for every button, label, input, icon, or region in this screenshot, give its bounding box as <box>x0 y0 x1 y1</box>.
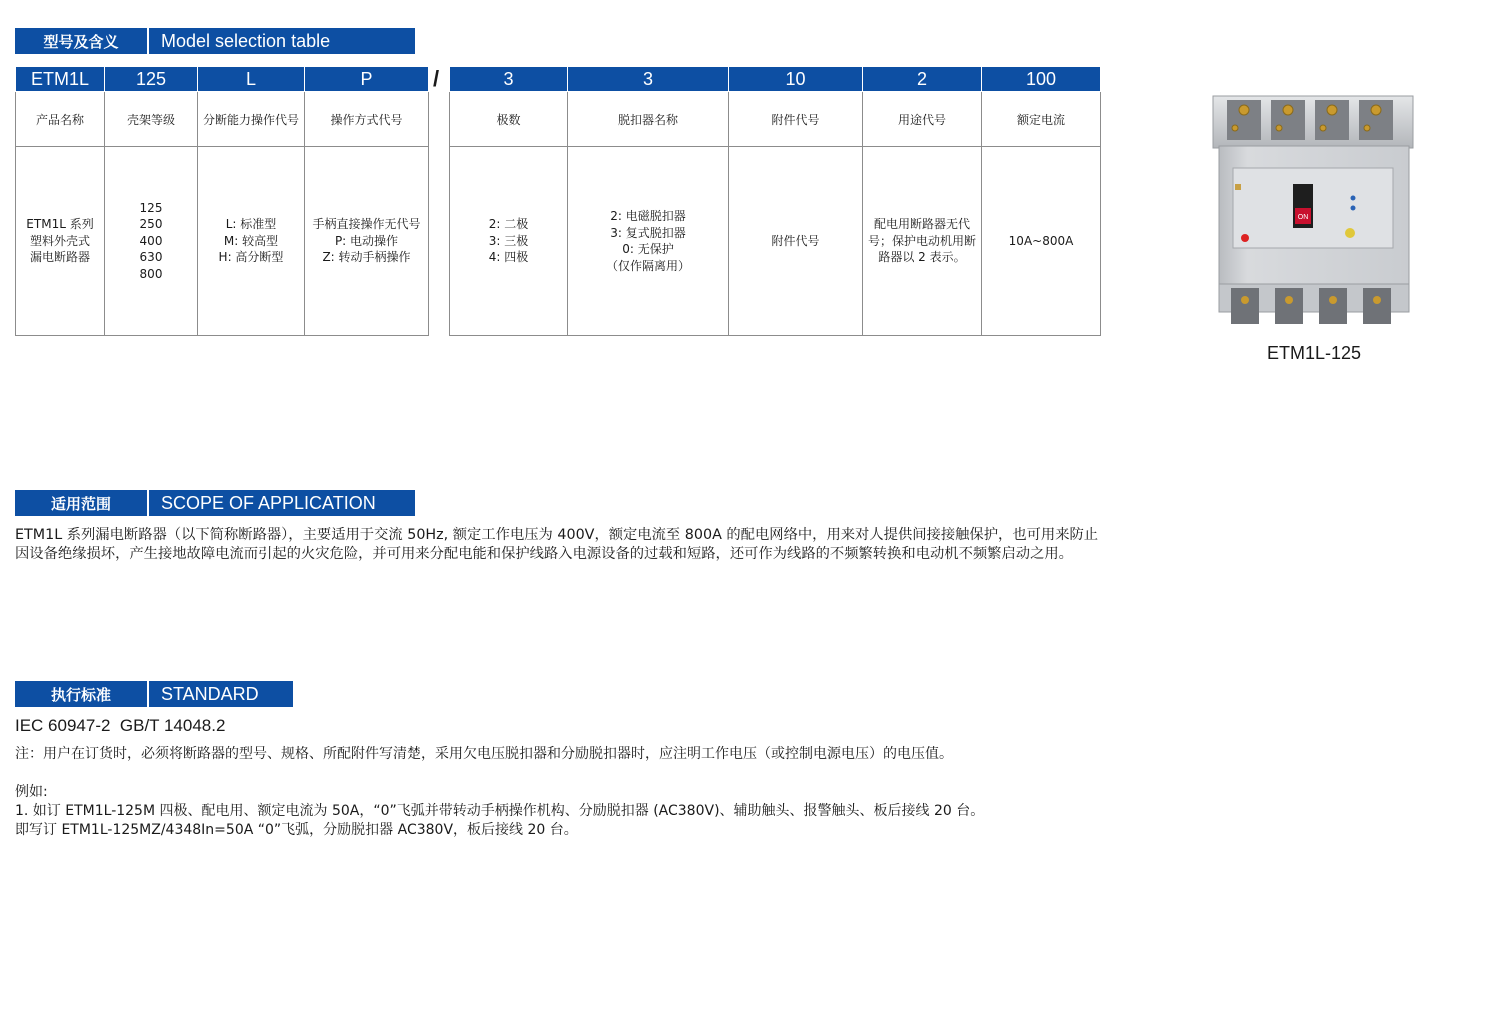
code-cell: L <box>198 67 305 92</box>
standards-list: IEC 60947-2 GB/T 14048.2 <box>15 716 226 735</box>
label-cell: 脱扣器名称 <box>568 92 729 147</box>
code-cell: P <box>305 67 429 92</box>
scope-section-title-cn: 适用范围 <box>15 490 149 516</box>
order-note: 注：用户在订货时，必须将断路器的型号、规格、所配附件写清楚，采用欠电压脱扣器和分励脱扣器时，应注明工作电压（或控制电源电压）的电压值。 <box>15 746 953 762</box>
on-label: ON <box>1297 214 1309 221</box>
label-cell: 附件代号 <box>729 92 863 147</box>
model-section-title-cn: 型号及含义 <box>15 28 149 54</box>
standard-section-header <box>15 681 293 707</box>
description-cell: 10A~800A <box>982 147 1101 336</box>
code-cell: 10 <box>729 67 863 92</box>
scope-body: ETM1L 系列漏电断路器（以下简称断路器），主要适用于交流 50Hz, 额定工作电压为 400V，额定电流至 800A 的配电网络中，用来对人提供间接接触保护，也可用来防止因设备绝缘损坏，产生接地故障电流而引起的火灾危险，并可用来分配电能和保护线路入电源设备的过载和短路，还可作为线路的不频繁转换和电动机不频繁启动之用。 <box>15 527 1099 562</box>
label-cell: 分断能力操作代号 <box>198 92 305 147</box>
label-cell: 产品名称 <box>16 92 105 147</box>
model-section-title-en: Model selection table <box>161 30 331 51</box>
description-cell: L: 标准型 M: 较高型 H: 高分断型 <box>198 147 305 336</box>
model-table-left <box>15 66 429 336</box>
description-row <box>450 147 1101 336</box>
label-cell: 额定电流 <box>982 92 1101 147</box>
standard-section-title-cn: 执行标准 <box>15 681 149 707</box>
description-cell: 附件代号 <box>729 147 863 336</box>
label-row <box>16 92 429 147</box>
description-cell: 手柄直接操作无代号 P: 电动操作 Z: 转动手柄操作 <box>305 147 429 336</box>
label-row <box>450 92 1101 147</box>
label-cell: 壳架等级 <box>105 92 198 147</box>
example-line-1: 1. 如订 ETM1L-125M 四极、配电用、额定电流为 50A，“0”飞弧并带转动手柄操作机构、分励脱扣器 (AC380V)、辅助触头、报警触头、板后接线 20 台。 <box>15 803 985 819</box>
code-cell: 3 <box>450 67 568 92</box>
label-cell: 操作方式代号 <box>305 92 429 147</box>
model-table-right <box>449 66 1101 336</box>
description-cell: ETM1L 系列 塑料外壳式 漏电断路器 <box>16 147 105 336</box>
scope-section-header <box>15 490 415 516</box>
code-cell: 2 <box>863 67 982 92</box>
scope-section-title-en: SCOPE OF APPLICATION <box>161 492 376 513</box>
product-caption: ETM1L-125 <box>1267 343 1362 363</box>
description-cell: 配电用断路器无代 号；保护电动机用断 路器以 2 表示。 <box>863 147 982 336</box>
description-cell: 2: 二极 3: 三极 4: 四极 <box>450 147 568 336</box>
code-cell: 100 <box>982 67 1101 92</box>
code-cell: 125 <box>105 67 198 92</box>
code-separator: / <box>433 66 440 91</box>
model-section-header <box>15 28 415 54</box>
code-cell: 3 <box>568 67 729 92</box>
description-cell: 125 250 400 630 800 <box>105 147 198 336</box>
code-row <box>16 67 429 92</box>
description-cell: 2: 电磁脱扣器 3: 复式脱扣器 0: 无保护 （仅作隔离用） <box>568 147 729 336</box>
label-cell: 极数 <box>450 92 568 147</box>
code-cell: ETM1L <box>16 67 105 92</box>
standard-section-title-en: STANDARD <box>161 683 259 704</box>
label-cell: 用途代号 <box>863 92 982 147</box>
circuit-breaker-image <box>1205 88 1420 328</box>
example-line-2: 即写订 ETM1L-125MZ/4348In=50A “0”飞弧，分励脱扣器 AC380V，板后接线 20 台。 <box>15 822 578 838</box>
example-title: 例如: <box>15 784 48 800</box>
code-row <box>450 67 1101 92</box>
description-row <box>16 147 429 336</box>
